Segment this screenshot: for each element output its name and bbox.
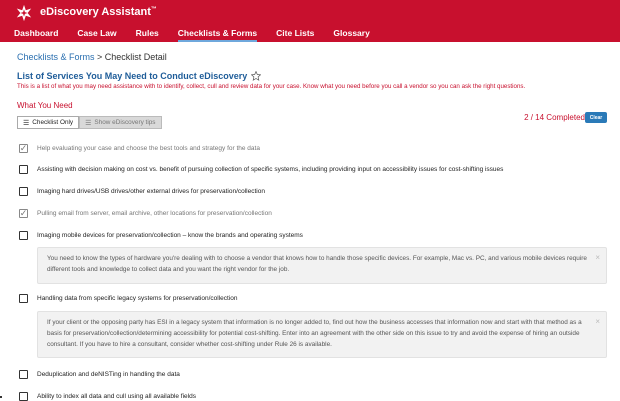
list-icon: ☰	[23, 119, 30, 127]
nav-rules[interactable]: Rules	[135, 28, 159, 38]
checklist-item-label: Handling data from specific legacy systems for preservation/collection	[37, 295, 238, 302]
list-icon: ☰	[85, 119, 92, 127]
checklist-item	[19, 209, 272, 218]
show-tips-label: Show eDiscovery tips	[94, 119, 156, 126]
checklist-item-label: Ability to index all data and cull using all available fields	[37, 393, 196, 400]
checklist-only-label: Checklist Only	[32, 119, 74, 126]
checkbox[interactable]	[19, 165, 28, 174]
checklist-item	[19, 144, 260, 153]
checklist-item-label: Pulling email from server, email archive, other locations for preservation/collection	[37, 210, 272, 217]
edge-mark	[0, 396, 2, 398]
checkbox[interactable]	[19, 392, 28, 401]
checkbox[interactable]	[19, 294, 28, 303]
checklist-item-label: Imaging hard drives/USB drives/other external drives for preservation/collection	[37, 188, 265, 195]
breadcrumb-current: Checklist Detail	[104, 52, 167, 62]
checklist-item	[19, 165, 503, 174]
checkbox[interactable]	[19, 231, 28, 240]
nav-checklists-forms[interactable]: Checklists & Forms	[178, 27, 257, 42]
breadcrumb-parent-link[interactable]: Checklists & Forms	[17, 52, 95, 62]
close-icon[interactable]: ×	[595, 317, 600, 326]
app-title-text: eDiscovery Assistant	[40, 6, 151, 18]
checkbox[interactable]	[19, 187, 28, 196]
checkbox[interactable]	[19, 144, 28, 153]
tip-box	[37, 311, 607, 358]
nav-case-law[interactable]: Case Law	[77, 28, 117, 38]
checklist-item	[19, 231, 303, 240]
tip-text: If your client or the opposing party has ESI in a legacy system that information is no longer added to, find out how the business accesses that information now and start with that method as a basis for preservation/collection/determining accessibility for potential cost-shifting. Enter into an agreement with the other side on this issue to try and avoid the expense of hiring an outside consultant. If you have to hire a consultant, consider whether cost-shifting under Rule 26 is available.	[47, 319, 582, 348]
section-label: What You Need	[17, 101, 73, 110]
checklist-item-label: Help evaluating your case and choose the best tools and strategy for the data	[37, 145, 260, 152]
check-icon: ✓	[19, 143, 28, 153]
checklist-item-label: Deduplication and deNISTing in handling the data	[37, 371, 180, 378]
page-description: This is a list of what you may need assistance with to identify, collect, cull and review data for your case. Know what you need before you call a vendor so you can ask the right questions.	[17, 83, 526, 90]
checklist-item-label: Assisting with decision making on cost vs. benefit of pursuing collection of specific systems, including providing input on accessibility issues for cost-shifting issues	[37, 166, 504, 173]
clear-button[interactable]: Clear	[585, 112, 607, 123]
checkbox[interactable]	[19, 370, 28, 379]
check-icon: ✓	[19, 208, 28, 218]
checklist-item	[19, 187, 265, 196]
close-icon[interactable]: ×	[595, 253, 600, 262]
nav-dashboard[interactable]: Dashboard	[14, 28, 59, 38]
checkbox[interactable]	[19, 209, 28, 218]
tip-text: You need to know the types of hardware you're dealing with to choose a vendor that knows how to handle those specific devices. For example, Mac vs. PC, and various mobile devices require different tools and knowledge to collect data and you want the right vendor for the job.	[47, 255, 587, 273]
checklist-item-label: Imaging mobile devices for preservation/collection – know the brands and operating systems	[37, 232, 303, 239]
breadcrumb-separator: >	[94, 52, 105, 62]
progress-text: 2 / 14 Completed	[524, 113, 585, 122]
tip-box	[37, 247, 607, 284]
nav-glossary[interactable]: Glossary	[333, 28, 370, 38]
checklist-item	[19, 294, 238, 303]
checklist-item	[19, 370, 180, 379]
page-title-text: List of Services You May Need to Conduct eDiscovery	[17, 71, 248, 81]
trademark: ™	[150, 6, 157, 13]
checklist-item	[19, 392, 196, 401]
nav-cite-lists[interactable]: Cite Lists	[276, 28, 315, 38]
